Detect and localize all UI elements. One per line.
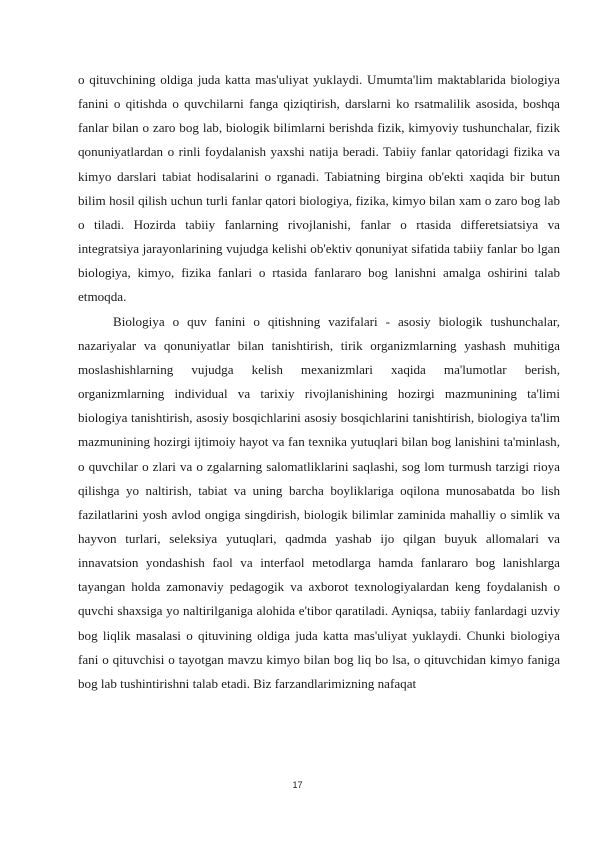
paragraph-2: Biologiya o quv fanini o qitishning vazifalari - asosiy biologik tushunchalar, nazariyalar va qonuniyatlar bilan tanishtirish, tirik organizmlarning yashash muhitiga moslashishlarning vujudga kelish mexanizmlari xaqida ma'lumotlar berish, organizmlarning individual va tarixiy rivojlanishining hozirgi mazmunining ta'limi biologiya tanishtirish, asosiy bosqichlarini asosiy bosqichlarini tanishtirish, biologiya ta'lim mazmunining hozirgi ijtimoiy hayot va fan texnika yutuqlari bilan bog lanishini ta'minlash, o quvchilar o zlari va o zgalarning salomatliklarini saqlashi, sog lom turmush tarzigi rioya qilishga yo naltirish, tabiat va uning barcha boyliklariga oqilona munosabatda bo lish fazilatlarini yosh avlod ongiga singdirish, biologik bilimlar zaminida mahalliy o simlik va hayvon turlari, seleksiya yutuqlari, qadmda yashab ijo qilgan buyuk allomalari va innavatsion yondashish faol va interfaol metodlarga hamda fanlararo bog lanishlarga tayangan holda zamonaviy pedagogik va axborot texnologiyalardan keng foydalanish o quvchi shaxsiga yo naltirilganiga alohida e'tibor qaratiladi. Ayniqsa, tabiiy fanlardagi uzviy bog liqlik masalasi o qituvining oldiga juda katta mas'uliyat yuklaydi. Chunki biologiya fani o qituvchisi o tayotgan mavzu kimyo bilan bog liq bo lsa, o qituvchidan kimyo faniga bog lab tushintirishni talab etadi. Biz farzandlarimizning nafaqat <box>78 313 560 691</box>
paragraph-1: o qituvchining oldiga juda katta mas'uliyat yuklaydi. Umumta'lim maktablarida biologiya fanini o qitishda o quvchilarni fanga qiziqtirish, darslarni ko rsatmalilik asosida, boshqa fanlar bilan o zaro bog lab, biologik bilimlarni berishda fizik, kimyoviy tushunchalar, fizik qonuniyatlardan o rinli foydalanish yaxshi natija beradi. Tabiiy fanlar qatoridagi fizika va kimyo darslari tabiat hodisalarini o rganadi. Tabiatning birgina ob'ekti xaqida bir butun bilim hosil qilish uchun turli fanlar qatori biologiya, fizika, kimyo bilan xam o zaro bog lab o tiladi. Hozirda tabiiy fanlarning rivojlanishi, fanlar o rtasida differetsiatsiya va integratsiya jarayonlarining vujudga kelishi ob'ektiv qonuniyat sifatida tabiiy fanlar bo lgan biologiya, kimyo, fizika fanlari o rtasida fanlararo bog lanishni amalga oshirini talab etmoqda. <box>78 72 560 305</box>
page-number: 17 <box>292 780 303 790</box>
body-text <box>78 68 560 696</box>
